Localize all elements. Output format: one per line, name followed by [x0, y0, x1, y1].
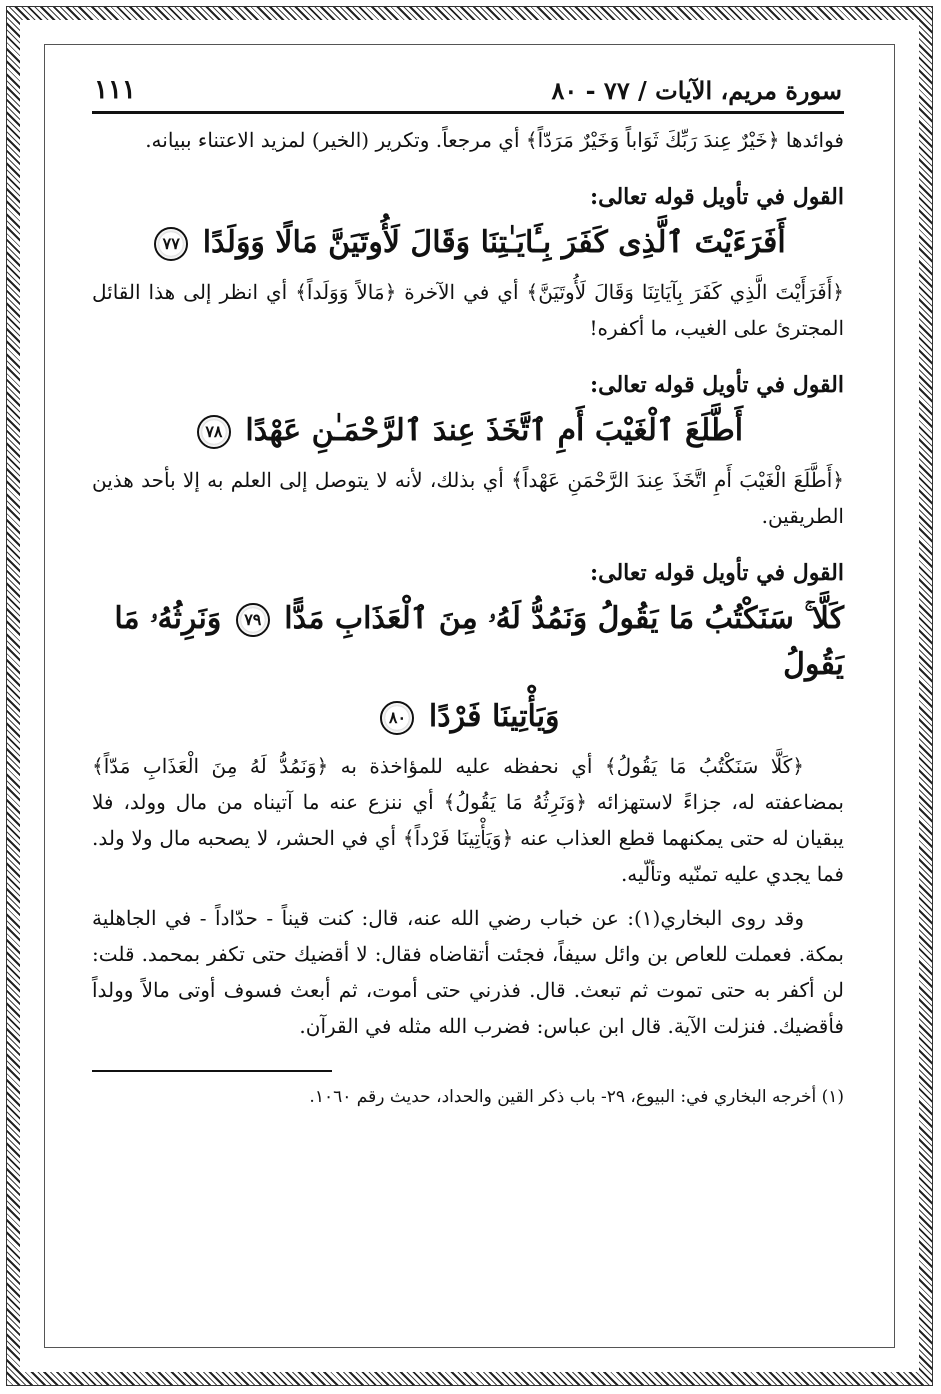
verse-79	[92, 596, 844, 688]
page-header	[92, 70, 844, 114]
page	[92, 70, 844, 1340]
verse-77	[92, 220, 844, 266]
section-heading-2: القول في تأويل قوله تعالى:	[590, 372, 844, 398]
paragraph-2: ﴿أَفَرَأَيْتَ الَّذِي كَفَرَ بِآيَاتِنَا وَقَالَ لَأُوتَيَنَّ﴾ أي في الآخرة ﴿مَالاً وَوَلَداً﴾ أي انظر إلى هذا القائل المجترئ على الغيب، ما أكفره!	[92, 280, 844, 340]
section-heading-1: القول في تأويل قوله تعالى:	[590, 184, 844, 210]
page-number: ١١١	[94, 75, 136, 105]
footnote-separator	[92, 1070, 332, 1072]
page-body	[92, 122, 844, 1110]
paragraph-5: وقد روى البخاري(١): عن خباب رضي الله عنه، قال: كنت قيناً - حدّاداً - في الجاهلية بمكة. فعملت للعاص بن وائل سيفاً، فجئت أتقاضاه فقال: لا أقضيك حتى تكفر بمحمد. قلت: لن أكفر به حتى تموت ثم تبعث. قال. فذرني حتى أموت، ثم أبعث فسوف أوتى مالاً وولداً فأقضيك. فنزلت الآية. قال ابن عباس: فضرب الله مثله في القرآن.	[92, 906, 844, 1038]
verse-80	[92, 694, 844, 740]
verse-number-78: ٧٨	[197, 415, 231, 449]
footnote-separator-wrap	[92, 1044, 844, 1072]
verse-number-77: ٧٧	[154, 227, 188, 261]
paragraph-4: ﴿كَلَّا سَنَكْتُبُ مَا يَقُولُ﴾ أي نحفظه عليه للمؤاخذة به ﴿وَنَمُدُّ لَهُ مِنَ الْعَذَابِ مَدّاً﴾ بمضاعفته له، جزاءً لاستهزائه ﴿وَنَرِثُهُ مَا يَقُولُ﴾ أي ننزع عنه ما آتيناه من مال وولد، فلا يبقيان له حتى يمكنهما قطع العذاب عنه ﴿وَيَأْتِينَا فَرْداً﴾ أي في الحشر، لا يصحبه مال ولا ولد. فما يجدي عليه تمنّيه وتألّيه.	[92, 754, 844, 886]
verse-77-text: أَفَرَءَيْتَ ٱلَّذِى كَفَرَ بِـَٔايَـٰتِنَا وَقَالَ لَأُوتَيَنَّ مَالًا وَوَلَدًا	[202, 225, 786, 260]
footnote: (١) أخرجه البخاري في: البيوع، ٢٩- باب ذكر القين والحداد، حديث رقم ١٠٦٠.	[309, 1087, 844, 1107]
verse-78-text: أَطَّلَعَ ٱلْغَيْبَ أَمِ ٱتَّخَذَ عِندَ ٱلرَّحْمَـٰنِ عَهْدًا	[245, 413, 744, 448]
paragraph-3: ﴿أَطَّلَعَ الْغَيْبَ أَمِ اتَّخَذَ عِندَ الرَّحْمَنِ عَهْداً﴾ أي بذلك، لأنه لا يتوصل إلى العلم به إلا بأحد هذين الطريقين.	[92, 468, 844, 528]
paragraph-1: فوائدها ﴿خَيْرٌ عِندَ رَبِّكَ ثَوَاباً وَخَيْرٌ مَرَدّاً﴾ أي مرجعاً. وتكرير (الخير) لمزيد الاعتناء ببيانه.	[145, 128, 844, 152]
verse-80-part-2: وَيَأْتِينَا فَرْدًا	[428, 699, 560, 734]
verse-number-80: ٨٠	[380, 701, 414, 735]
verse-79-text: كَلَّا ۚ سَنَكْتُبُ مَا يَقُولُ وَنَمُدُّ لَهُۥ مِنَ ٱلْعَذَابِ مَدًّا	[284, 601, 844, 636]
verse-78	[92, 408, 844, 454]
verse-number-79: ٧٩	[236, 603, 270, 637]
section-heading-3: القول في تأويل قوله تعالى:	[590, 560, 844, 586]
running-title: سورة مريم، الآيات / ٧٧ - ٨٠	[551, 76, 842, 105]
verse-80-part-1: وَنَرِثُهُۥ مَا يَقُولُ	[114, 601, 844, 682]
